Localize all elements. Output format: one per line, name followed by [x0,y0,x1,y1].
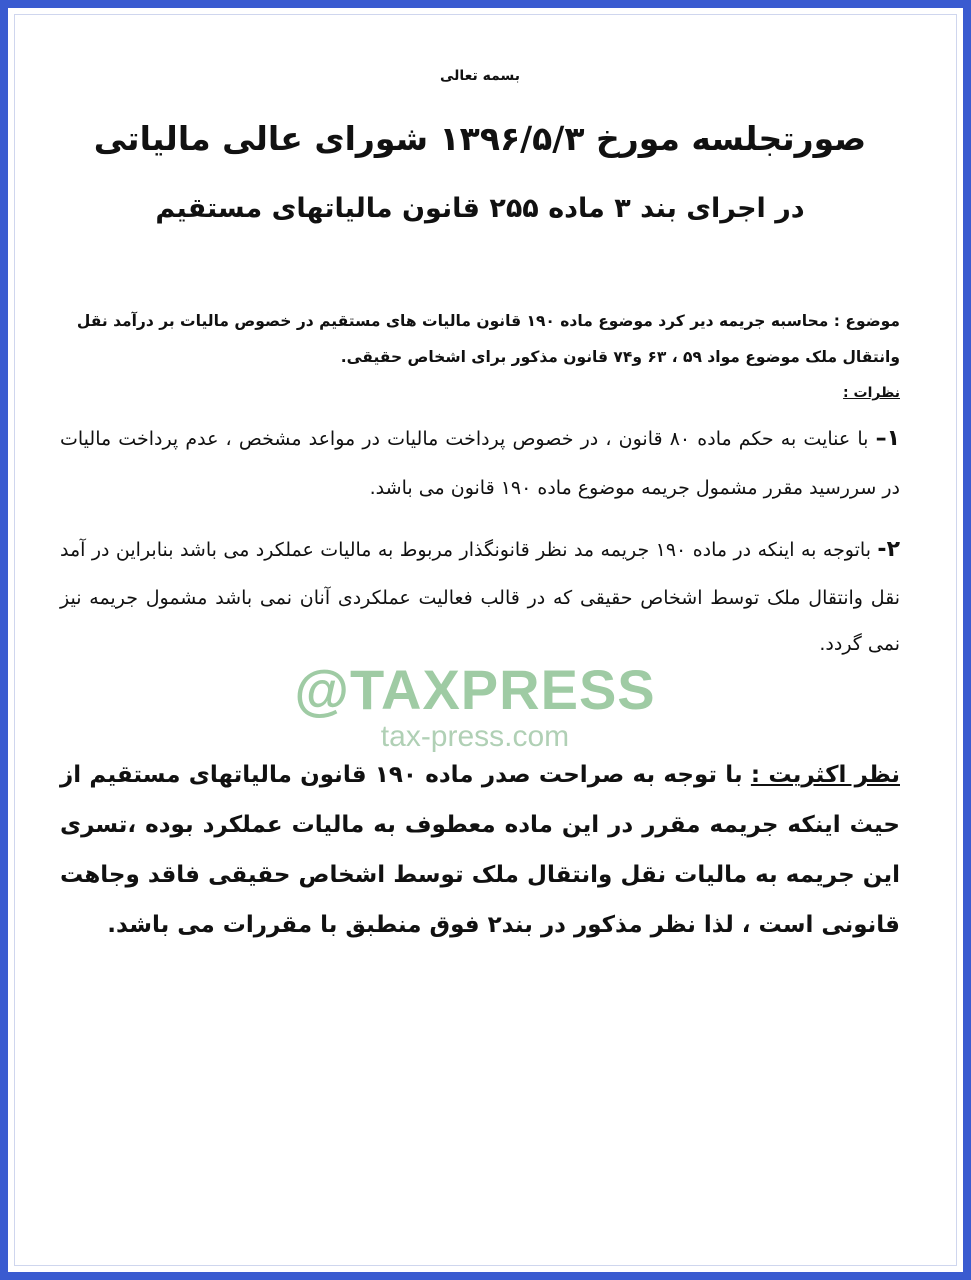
opinion-item-text: با عنایت به حکم ماده ۸۰ قانون ، در خصوص پرداخت مالیات در مواعد مشخص ، عدم پرداخت مالیات در سررسید مقرر مشمول جریمه موضوع ماده ۱۹۰ قانون می باشد. [60,428,900,500]
majority-opinion [60,750,900,951]
majority-opinion-label: نظر اکثریت : [750,761,900,788]
watermark-site: tax-press.com [380,720,570,753]
opinion-item-text: باتوجه به اینکه در ماده ۱۹۰ جریمه مد نظر قانونگذار مربوط به مالیات عملکرد می باشد بنابراین در آمد نقل وانتقال ملک توسط اشخاص حقیقی که در قالب فعالیت عملکردی آنان نمی باشد مشمول جریمه نیز نمی گردد. [60,538,900,656]
opinion-item-2 [60,524,900,668]
subject-paragraph: موضوع : محاسبه جریمه دیر کرد موضوع ماده ۱۹۰ قانون مالیات های مستقیم در خصوص مالیات بر درآمد نقل وانتقال ملک موضوع مواد ۵۹ ، ۶۳ و۷۴ قانون مذکور برای اشخاص حقیقی. [76,311,900,366]
bismillah-heading: بسمه تعالی [439,68,521,84]
opinions-heading: نظرات : [843,385,900,402]
document-title: صورتجلسه مورخ ۱۳۹۶/۵/۳ شورای عالی مالیاتی [93,119,867,158]
document-page [60,60,900,950]
majority-opinion-text: با توجه به صراحت صدر ماده ۱۹۰ قانون مالیاتهای مستقیم از حیث اینکه جریمه مقرر در این ماده معطوف به مالیات عملکرد بوده ،تسری این جریمه به مالیات نقل وانتقال ملک توسط اشخاص حقیقی فاقد وجاهت قانونی است ، لذا نظر مذکور در بند۲ فوق منطبق با مقررات می باشد. [60,761,900,939]
document-subtitle: در اجرای بند ۳ ماده ۲۵۵ قانون مالیاتهای مستقیم [155,192,805,224]
opinion-item-number: ۱– [875,426,901,452]
opinion-item-1 [60,413,900,511]
opinion-item-number: ۲- [877,536,900,562]
watermark-handle: @TAXPRESS [294,658,656,721]
